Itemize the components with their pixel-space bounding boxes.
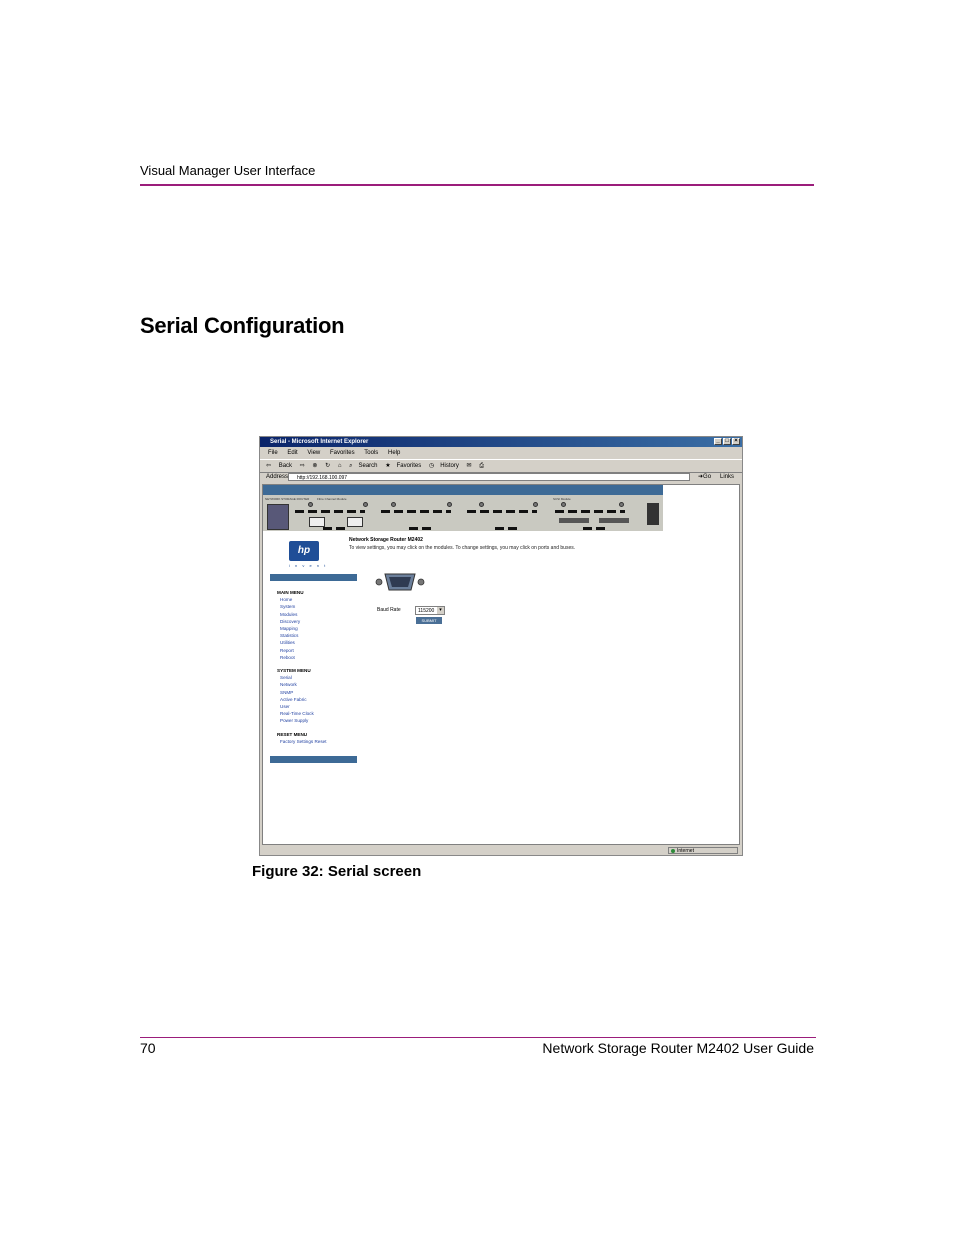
reset-menu xyxy=(277,731,326,745)
figure-caption: Figure 32: Serial screen xyxy=(252,863,422,880)
menu-view[interactable]: View xyxy=(307,450,321,456)
baud-rate-label: Baud Rate xyxy=(377,607,401,613)
minimize-icon[interactable]: _ xyxy=(714,438,722,445)
menu-edit[interactable]: Edit xyxy=(287,450,298,456)
nav-snmp[interactable]: SNMP xyxy=(280,689,294,695)
history-button[interactable]: ◷ History xyxy=(428,463,459,469)
address-label: Address xyxy=(266,474,289,480)
header-rule xyxy=(140,184,814,186)
hp-tagline: i n v e n t xyxy=(289,563,328,568)
screw-icon xyxy=(561,502,566,507)
nav-report[interactable]: Report xyxy=(280,647,294,653)
nav-user[interactable]: User xyxy=(280,704,290,710)
router-front-panel[interactable] xyxy=(263,485,663,531)
main-menu-heading: MAIN MENU xyxy=(277,590,304,595)
back-label: Back xyxy=(278,463,293,469)
system-menu-heading: SYSTEM MENU xyxy=(277,668,311,674)
screw-icon xyxy=(391,502,396,507)
go-label: Go xyxy=(703,474,712,480)
close-icon[interactable]: × xyxy=(732,438,740,445)
menu-tools[interactable]: Tools xyxy=(364,450,379,456)
scsi-connector-icon[interactable] xyxy=(599,518,629,523)
nav-serial[interactable]: Serial xyxy=(280,675,292,681)
router-left-label: NETWORK STORAGE ROUTER xyxy=(265,497,310,501)
ethernet-module[interactable] xyxy=(647,503,659,525)
screw-icon xyxy=(619,502,624,507)
go-button[interactable]: ➜Go xyxy=(698,474,712,480)
print-icon[interactable]: ⎙ xyxy=(479,463,485,469)
fc-port-row[interactable] xyxy=(467,510,537,513)
history-label: History xyxy=(440,463,459,469)
address-input[interactable]: http://192.168.100.097 xyxy=(288,473,690,481)
nav-mapping[interactable]: Mapping xyxy=(280,626,298,632)
nav-discovery[interactable]: Discovery xyxy=(280,618,301,624)
nav-power-supply[interactable]: Power Supply xyxy=(280,718,309,724)
scsi-port-row[interactable] xyxy=(555,510,625,513)
home-icon[interactable]: ⌂ xyxy=(337,463,342,469)
menu-file[interactable]: File xyxy=(268,450,278,456)
nav-modules[interactable]: Modules xyxy=(280,611,298,617)
address-bar xyxy=(260,472,742,483)
submit-button[interactable]: SUBMIT xyxy=(416,617,442,624)
browser-titlebar xyxy=(260,437,742,447)
browser-menubar xyxy=(260,448,742,458)
nav-network[interactable]: Network xyxy=(280,682,297,688)
favorites-button[interactable]: ★ Favorites xyxy=(385,463,422,469)
favorites-label: Favorites xyxy=(396,463,422,469)
serial-port-icon xyxy=(375,571,425,593)
nav-utilities[interactable]: Utilities xyxy=(280,640,295,646)
nav-bottom-bar xyxy=(270,756,357,763)
fc-port-row[interactable] xyxy=(323,527,345,530)
nav-home[interactable]: Home xyxy=(280,597,293,603)
nav-factory-settings-reset[interactable]: Factory Settings Reset xyxy=(280,738,327,744)
fc-port-row[interactable] xyxy=(409,527,431,530)
reset-menu-heading: RESET MENU xyxy=(277,731,308,737)
fc-port-row[interactable] xyxy=(495,527,517,530)
scsi-module-label: SCSI Module xyxy=(553,497,571,501)
browser-toolbar xyxy=(260,459,742,473)
back-button[interactable]: ⇦ Back xyxy=(266,463,293,469)
screw-icon xyxy=(479,502,484,507)
system-menu xyxy=(277,667,326,725)
sfp-port-icon[interactable] xyxy=(309,517,325,527)
nav-active-fabric[interactable]: Active Fabric xyxy=(280,696,307,702)
router-title: Network Storage Router M2402 xyxy=(349,537,423,543)
screw-icon xyxy=(447,502,452,507)
nav-reboot[interactable]: Reboot xyxy=(280,654,295,660)
screw-icon xyxy=(363,502,368,507)
browser-window-screenshot xyxy=(259,436,743,856)
links-label[interactable]: Links xyxy=(720,474,735,480)
section-title: Serial Configuration xyxy=(140,313,345,338)
nav-system[interactable]: System xyxy=(280,604,296,610)
refresh-icon[interactable]: ↻ xyxy=(325,463,331,469)
hp-logo: hp xyxy=(289,541,319,561)
menu-favorites[interactable]: Favorites xyxy=(329,450,355,456)
search-label: Search xyxy=(358,463,378,469)
footer-title: Network Storage Router M2402 User Guide xyxy=(542,1040,814,1056)
main-menu xyxy=(277,589,326,661)
screw-icon xyxy=(533,502,538,507)
browser-window-title: Serial - Microsoft Internet Explorer xyxy=(270,439,369,445)
maximize-icon[interactable]: □ xyxy=(723,438,731,445)
power-module[interactable] xyxy=(267,504,289,530)
fc-module-label: Fibre Channel Module xyxy=(317,497,347,501)
running-header: Visual Manager User Interface xyxy=(140,163,316,178)
stop-icon[interactable]: ⊗ xyxy=(312,463,318,469)
nav-top-bar xyxy=(270,574,357,581)
search-button[interactable]: ⌕ Search xyxy=(349,463,378,469)
fc-port-row[interactable] xyxy=(381,510,451,513)
fc-port-row[interactable] xyxy=(295,510,365,513)
baud-rate-select[interactable]: 115200 ▾ xyxy=(415,606,445,615)
status-zone: Internet xyxy=(668,847,738,854)
forward-icon[interactable]: ⇨ xyxy=(299,463,305,469)
browser-content xyxy=(262,484,740,845)
sidebar-nav xyxy=(277,589,326,751)
nav-real-time-clock[interactable]: Real-Time Clock xyxy=(280,711,314,717)
browser-statusbar xyxy=(260,846,742,855)
page-number: 70 xyxy=(140,1040,156,1056)
router-topbar xyxy=(263,485,663,495)
menu-help[interactable]: Help xyxy=(387,450,401,456)
screw-icon xyxy=(308,502,313,507)
router-instructions: To view settings, you may click on the modules. To change settings, you may click on ports and buses. xyxy=(349,545,576,551)
scsi-port-row[interactable] xyxy=(583,527,605,530)
mail-icon[interactable]: ✉ xyxy=(466,463,472,469)
sfp-port-icon[interactable] xyxy=(347,517,363,527)
nav-statistics[interactable]: Statistics xyxy=(280,633,299,639)
scsi-connector-icon[interactable] xyxy=(559,518,589,523)
footer-rule xyxy=(140,1037,816,1038)
